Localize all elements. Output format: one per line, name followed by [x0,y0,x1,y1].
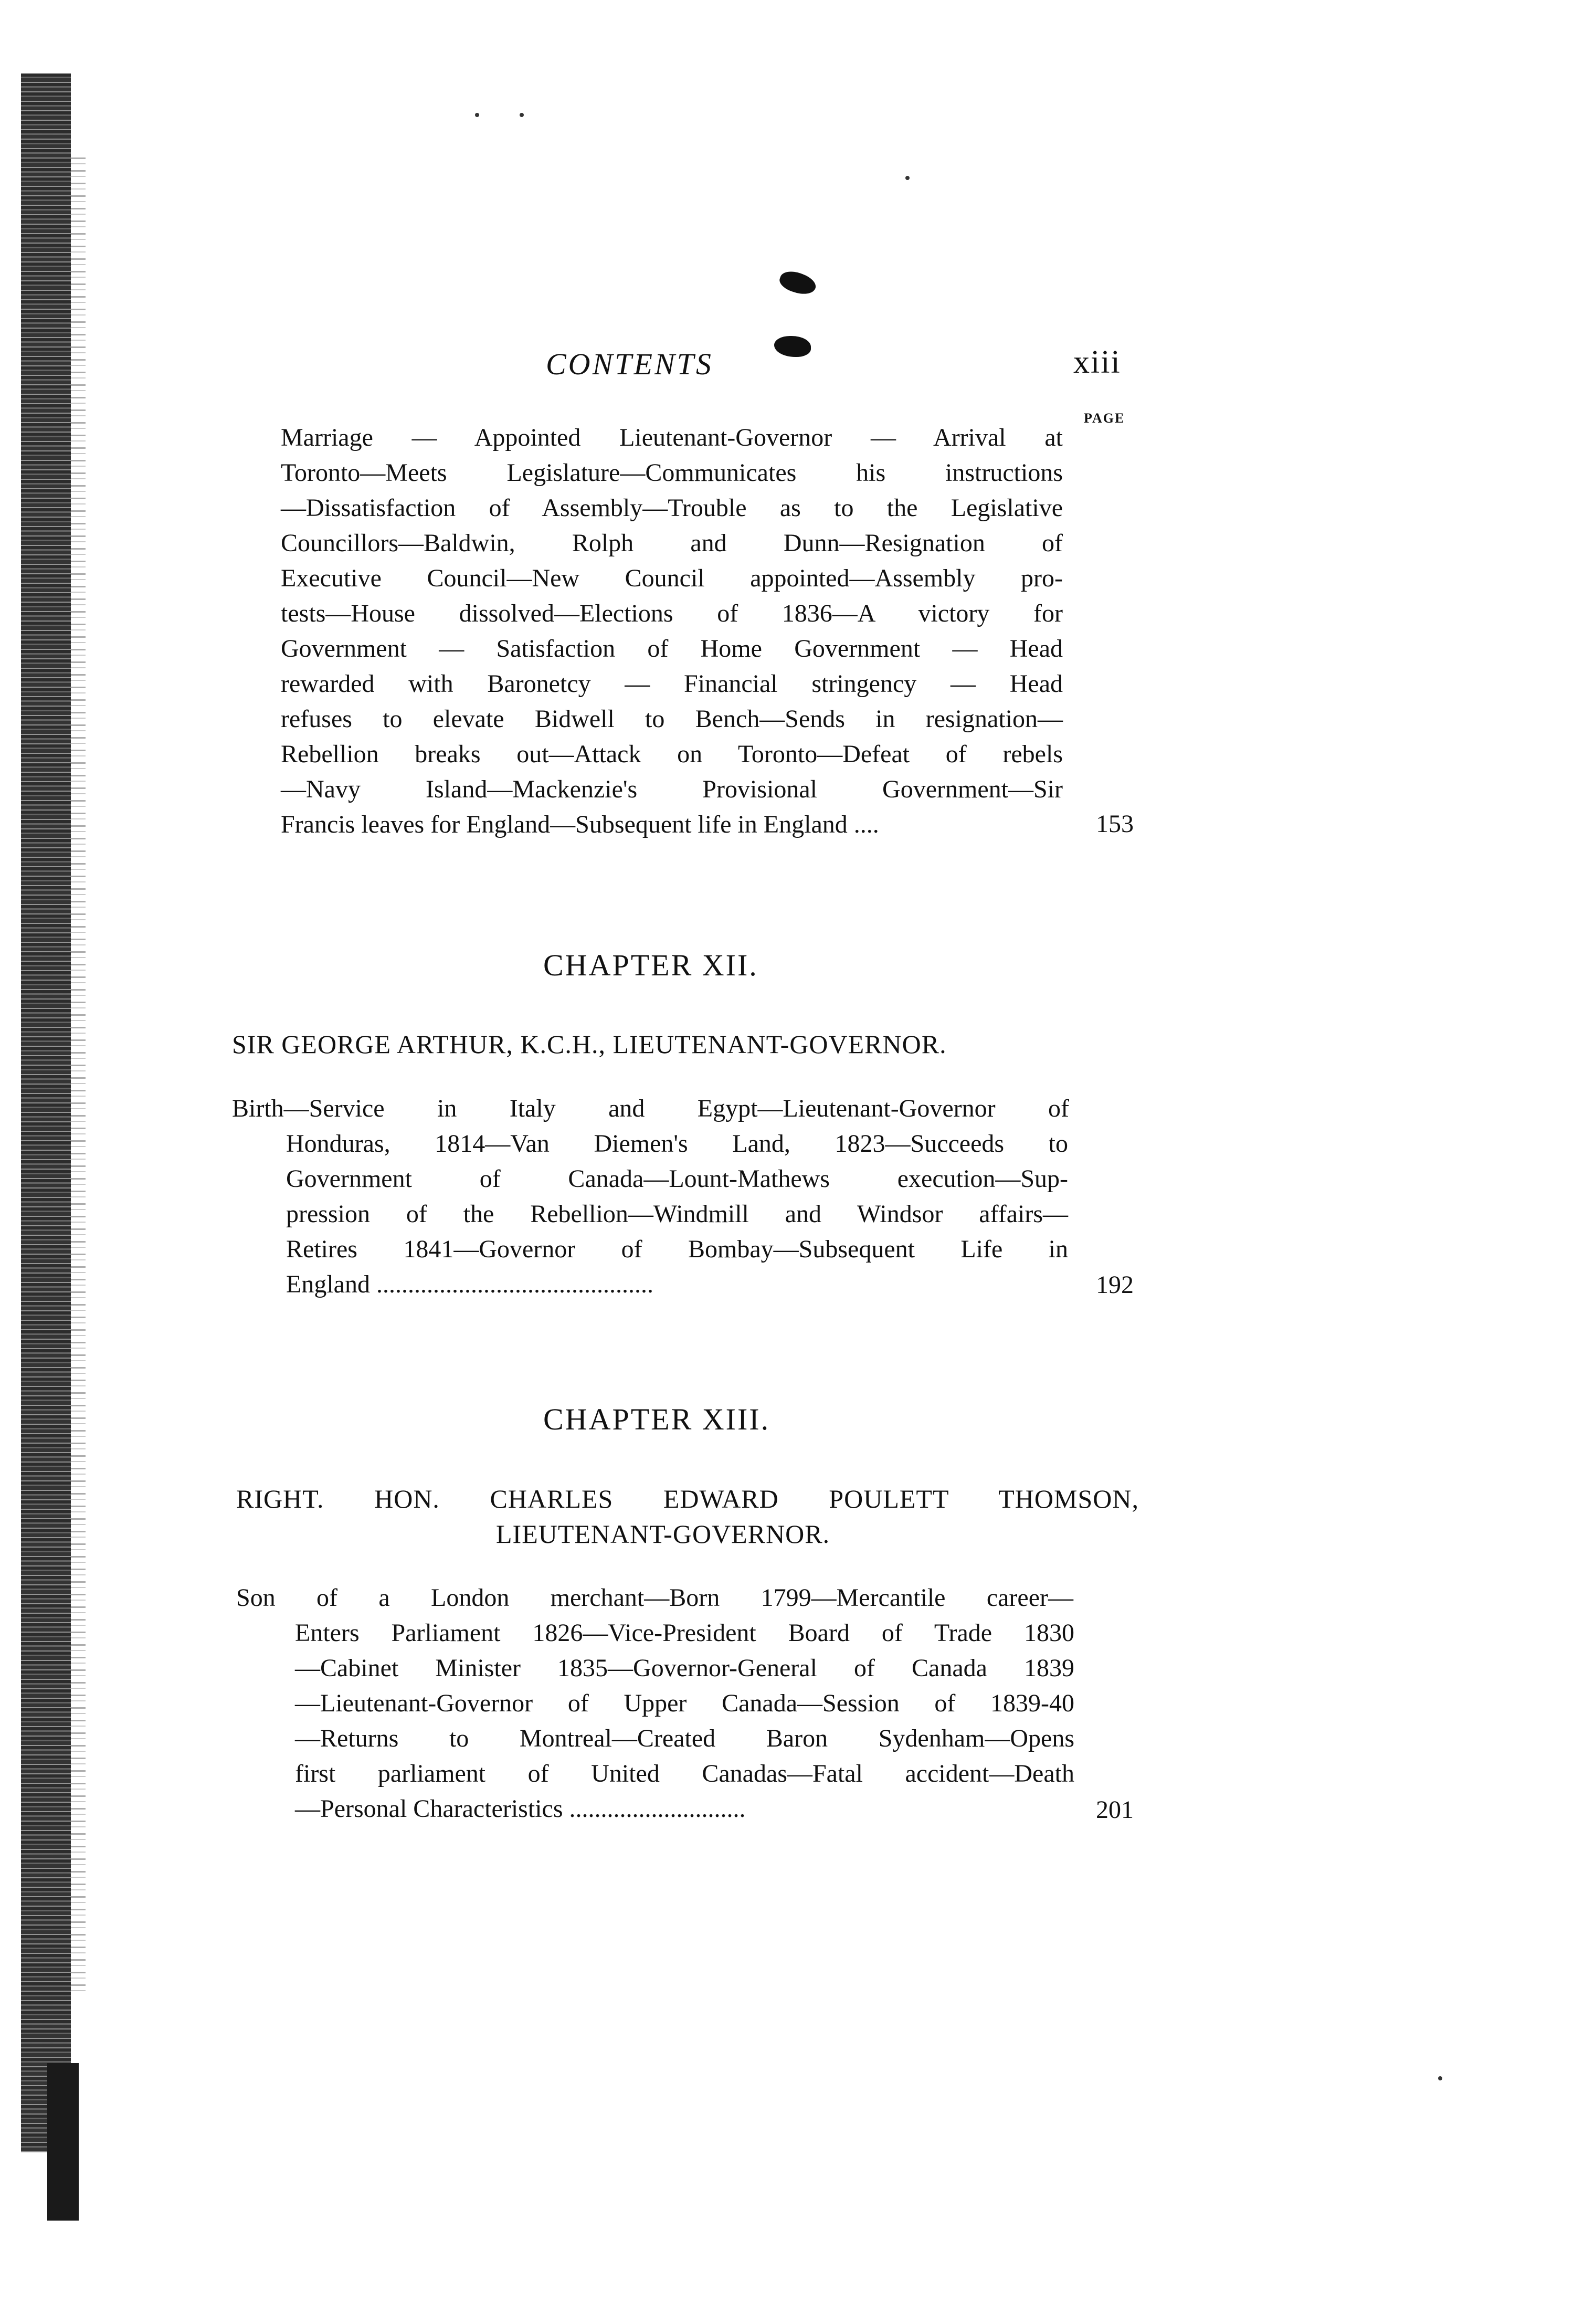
chapter-subject: LIEUTENANT-GOVERNOR. [496,1519,830,1549]
summary-line: England ............................................ [286,1270,653,1298]
summary-line: Retires 1841—Governor of Bombay—Subsequent Life in [286,1235,1068,1263]
entry-line: Toronto—Meets Legislature—Communicates his instructions [281,459,1063,487]
summary-line: Honduras, 1814—Van Diemen's Land, 1823—Succeeds to [286,1130,1068,1158]
summary-line: —Cabinet Minister 1835—Governor-General of Canada 1839 [295,1654,1074,1682]
dust-speck [520,113,524,117]
chapter-summary [232,1091,1069,1126]
entry-line: Francis leaves for England—Subsequent life in England .... [281,811,879,838]
summary-line: Birth—Service in Italy and Egypt—Lieutenant-Governor of [232,1095,1069,1122]
chapter-summary [236,1580,1073,1615]
entry-line: Marriage — Appointed Lieutenant-Governor — Arrival at [281,424,1063,451]
page-number: xiii [1073,344,1121,380]
binding-edge-texture [71,157,86,1995]
summary-line: —Personal Characteristics ............................ [295,1795,746,1823]
entry-line: —Dissatisfaction of Assembly—Trouble as to the Legislative [281,494,1063,522]
binding-edge-shadow [21,73,71,2152]
summary-line: —Lieutenant-Governor of Upper Canada—Session of 1839-40 [295,1689,1074,1717]
entry-line: Government — Satisfaction of Home Government — Head [281,635,1063,663]
dust-speck [1438,2076,1442,2080]
entry-line: Executive Council—New Council appointed—Assembly pro- [281,564,1063,592]
ink-blot-mark [774,336,811,357]
binding-edge-lower-shadow [47,2063,79,2221]
entry-line: tests—House dissolved—Elections of 1836—A victory for [281,600,1063,627]
entry-line: refuses to elevate Bidwell to Bench—Sends in resignation— [281,705,1063,733]
entry-line: rewarded with Baronetcy — Financial stringency — Head [281,670,1063,698]
entry-line: —Navy Island—Mackenzie's Provisional Government—Sir [281,775,1063,803]
summary-line: pression of the Rebellion—Windmill and Windsor affairs— [286,1200,1068,1228]
toc-entry-continued [281,420,1063,842]
chapter-summary-indented [286,1126,1068,1302]
page-column-label: PAGE [1084,411,1125,426]
summary-line: —Returns to Montreal—Created Baron Sydenham—Opens [295,1724,1074,1752]
entry-page-number: 201 [1096,1796,1134,1824]
chapter-subject: SIR GEORGE ARTHUR, K.C.H., LIEUTENANT-GOVERNOR. [232,1029,947,1059]
dust-speck [475,113,479,117]
summary-line: first parliament of United Canadas—Fatal accident—Death [295,1760,1074,1787]
entry-page-number: 153 [1096,810,1134,838]
dust-speck [905,176,910,180]
summary-line: Enters Parliament 1826—Vice-President Board of Trade 1830 [295,1619,1074,1647]
summary-line: Son of a London merchant—Born 1799—Mercantile career— [236,1584,1073,1612]
entry-line: Rebellion breaks out—Attack on Toronto—Defeat of rebels [281,740,1063,768]
chapter-heading: CHAPTER XIII. [543,1402,770,1436]
chapter-summary-indented [295,1615,1074,1826]
chapter-heading: CHAPTER XII. [543,948,758,982]
ink-blot-mark [777,267,819,299]
entry-line: Councillors—Baldwin, Rolph and Dunn—Resignation of [281,529,1063,557]
summary-line: Government of Canada—Lount-Mathews execution—Sup- [286,1165,1068,1193]
running-head: CONTENTS [546,347,713,381]
chapter-subject: RIGHT. HON. CHARLES EDWARD POULETT THOMSON, [236,1484,1139,1513]
entry-page-number: 192 [1096,1271,1134,1299]
